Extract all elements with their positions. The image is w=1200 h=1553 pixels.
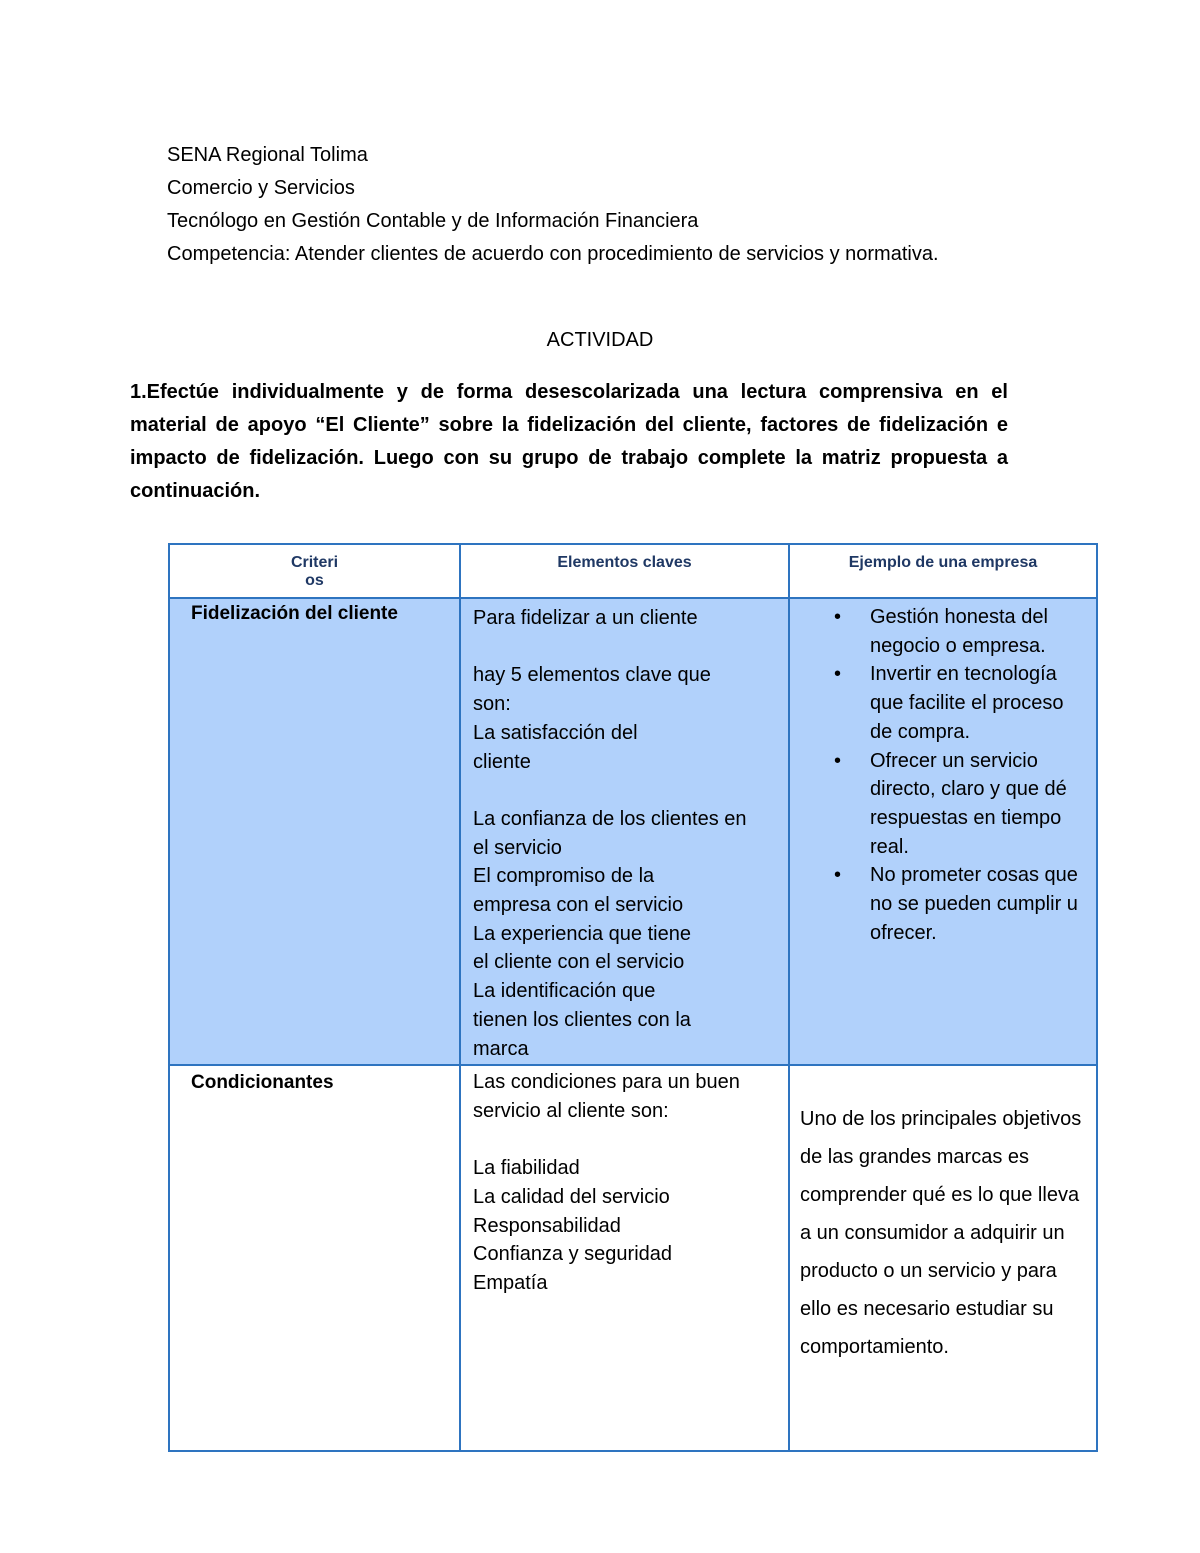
header-competency: Competencia: Atender clientes de acuerdo con procedimiento de servicios y normativa. (167, 243, 939, 265)
header-ejemplo: Ejemplo de una empresa (848, 554, 1038, 571)
list-item: • Gestión honesta del negocio o empresa. (790, 603, 1086, 660)
criterio-fidelizacion: Fidelización del cliente (169, 598, 460, 1065)
text-line (473, 776, 778, 805)
instruction-paragraph: 1.Efectúe individualmente y de forma desescolarizada una lectura comprensiva en el material de apoyo “El Cliente” sobre la fidelización del cliente, factores de fidelización e impacto de fidelización. Luego con su grupo de trabajo complete la matriz propuesta a continuación. (130, 381, 1008, 502)
text-line: cliente (473, 750, 531, 773)
text-line: La identificación que (473, 980, 656, 1003)
text-line: servicio al cliente son: (473, 1099, 669, 1122)
fidelization-matrix (168, 543, 1098, 1452)
list-item: • No prometer cosas que no se pueden cumplir u ofrecer. (790, 861, 1086, 947)
header-institution: SENA Regional Tolima (167, 144, 368, 166)
text-line: son: (473, 693, 511, 716)
text-line: El compromiso de la (473, 865, 655, 888)
ejemplo-condicionantes: Uno de los principales objetivos de las grandes marcas es comprender qué es lo que lleva a un consumidor a adquirir un producto o un servicio y para ello es necesario estudiar su comportamiento. (789, 1065, 1097, 1451)
text-line: Empatía (473, 1271, 548, 1294)
list-item: • Ofrecer un servicio directo, claro y que dé respuestas en tiempo real. (790, 747, 1086, 862)
text-line (473, 633, 778, 662)
text-line (473, 1125, 778, 1154)
table-header-row (169, 544, 1097, 598)
text-line: el cliente con el servicio (473, 951, 685, 974)
activity-title: ACTIVIDAD (546, 329, 654, 351)
text-line: empresa con el servicio (473, 894, 684, 916)
text-line: Para fidelizar a un cliente (473, 607, 698, 629)
elementos-fidelizacion (460, 598, 789, 1065)
header-cell-criterios (169, 544, 460, 598)
text-line: Las condiciones para un buen (473, 1071, 740, 1093)
text-line: La experiencia que tiene (473, 922, 691, 945)
table-row (169, 598, 1097, 1065)
header-program: Tecnólogo en Gestión Contable y de Información Financiera (167, 210, 699, 232)
text-line: La confianza de los clientes en (473, 807, 747, 830)
example-list (790, 599, 1096, 947)
header-cell-elementos (460, 544, 789, 598)
text-line: La calidad del servicio (473, 1185, 670, 1208)
header-criterios-line2: os (305, 572, 324, 589)
header-elementos: Elementos claves (557, 554, 692, 571)
text-line: hay 5 elementos clave que (473, 664, 711, 687)
text-line: Responsabilidad (473, 1214, 621, 1237)
header-cell-ejemplo (789, 544, 1097, 598)
text-line: el servicio (473, 836, 562, 859)
text-line: La fiabilidad (473, 1157, 580, 1180)
elementos-condicionantes (460, 1065, 789, 1451)
text-line: tienen los clientes con la (473, 1008, 691, 1031)
list-item: • Invertir en tecnología que facilite el proceso de compra. (790, 660, 1086, 746)
text-line: La satisfacción del (473, 721, 638, 744)
text-line: marca (473, 1037, 529, 1060)
ejemplo-fidelizacion (789, 598, 1097, 1065)
table-row (169, 1065, 1097, 1451)
header-area: Comercio y Servicios (167, 177, 355, 199)
criterio-condicionantes: Condicionantes (169, 1065, 460, 1451)
header-criterios-line1: Criteri (290, 554, 339, 571)
text-line: Confianza y seguridad (473, 1243, 673, 1266)
